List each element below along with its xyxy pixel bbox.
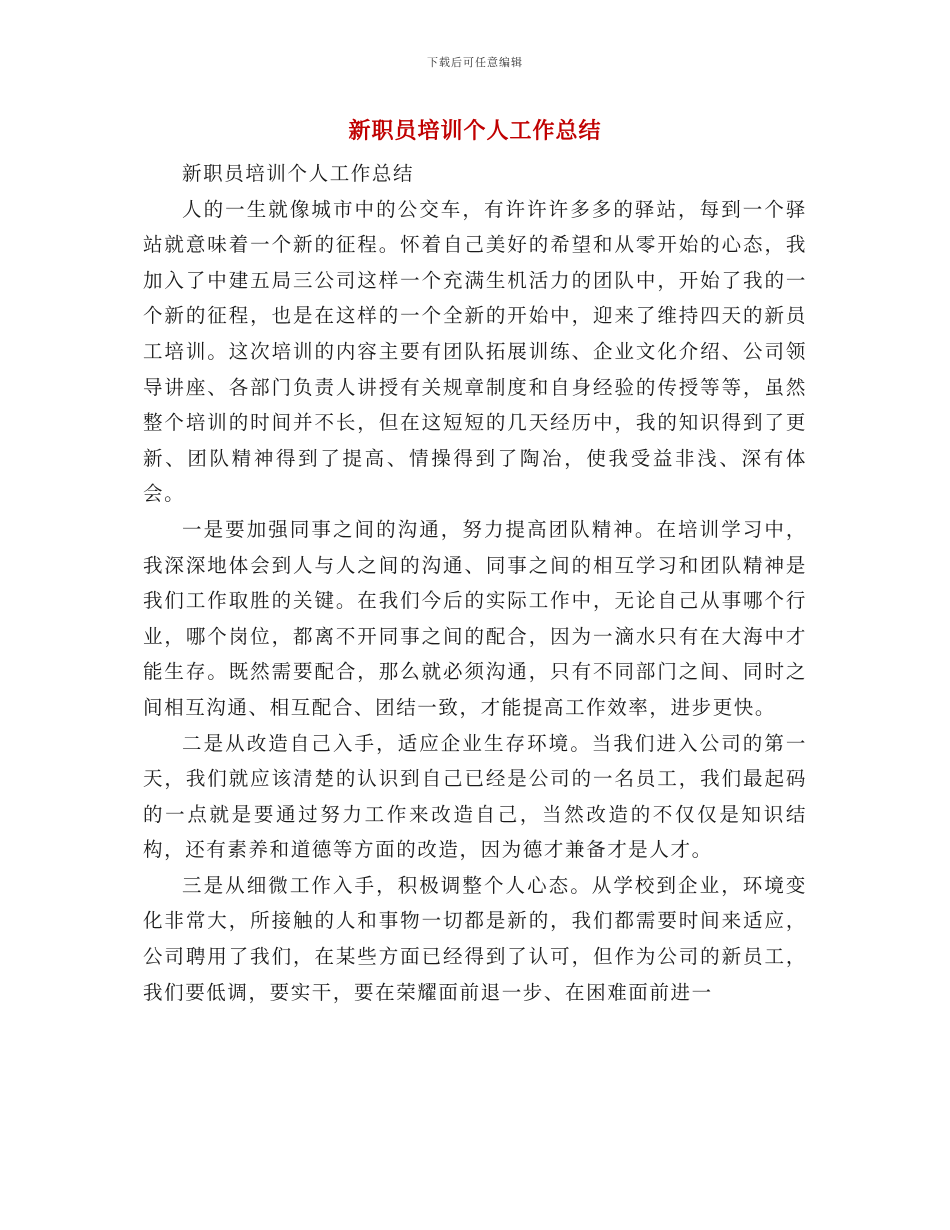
document-body: [143, 156, 807, 1010]
body-paragraph-point-two: 二是从改造自己入手，适应企业生存环境。当我们进入公司的第一天，我们就应该清楚的认识到自己已经是公司的一名员工，我们最起码的一点就是要通过努力工作来改造自己，当然改造的不仅仅是知识结构，还有素养和道德等方面的改造，因为德才兼备才是人才。: [143, 731, 807, 862]
subtitle-paragraph: 新职员培训个人工作总结: [182, 162, 415, 185]
body-paragraph-point-three: 三是从细微工作入手，积极调整个人心态。从学校到企业，环境变化非常大，所接触的人和事物一切都是新的，我们都需要时间来适应，公司聘用了我们，在某些方面已经得到了认可，但作为公司的新员工，我们要低调，要实干，要在荣耀面前退一步、在困难面前进一: [143, 873, 807, 1004]
document-title: 新职员培训个人工作总结: [348, 118, 602, 144]
body-paragraph-point-one: 一是要加强同事之间的沟通，努力提高团队精神。在培训学习中，我深深地体会到人与人之间的沟通、同事之间的相互学习和团队精神是我们工作取胜的关键。在我们今后的实际工作中，无论自己从事哪个行业，哪个岗位，都离不开同事之间的配合，因为一滴水只有在大海中才能生存。既然需要配合，那么就必须沟通，只有不同部门之间、同时之间相互沟通、相互配合、团结一致，才能提高工作效率，进步更快。: [143, 517, 807, 719]
body-paragraph-intro: 人的一生就像城市中的公交车，有许许许多多的驿站，每到一个驿站就意味着一个新的征程。怀着自己美好的希望和从零开始的心态，我加入了中建五局三公司这样一个充满生机活力的团队中，开始了我的一个新的征程，也是在这样的一个全新的开始中，迎来了维持四天的新员工培训。这次培训的内容主要有团队拓展训练、企业文化介绍、公司领导讲座、各部门负责人讲授有关规章制度和自身经验的传授等等，虽然整个培训的时间并不长，但在这短短的几天经历中，我的知识得到了更新、团队精神得到了提高、情操得到了陶冶，使我受益非浅、深有体会。: [143, 197, 807, 506]
header-note: 下载后可任意编辑: [427, 56, 523, 69]
